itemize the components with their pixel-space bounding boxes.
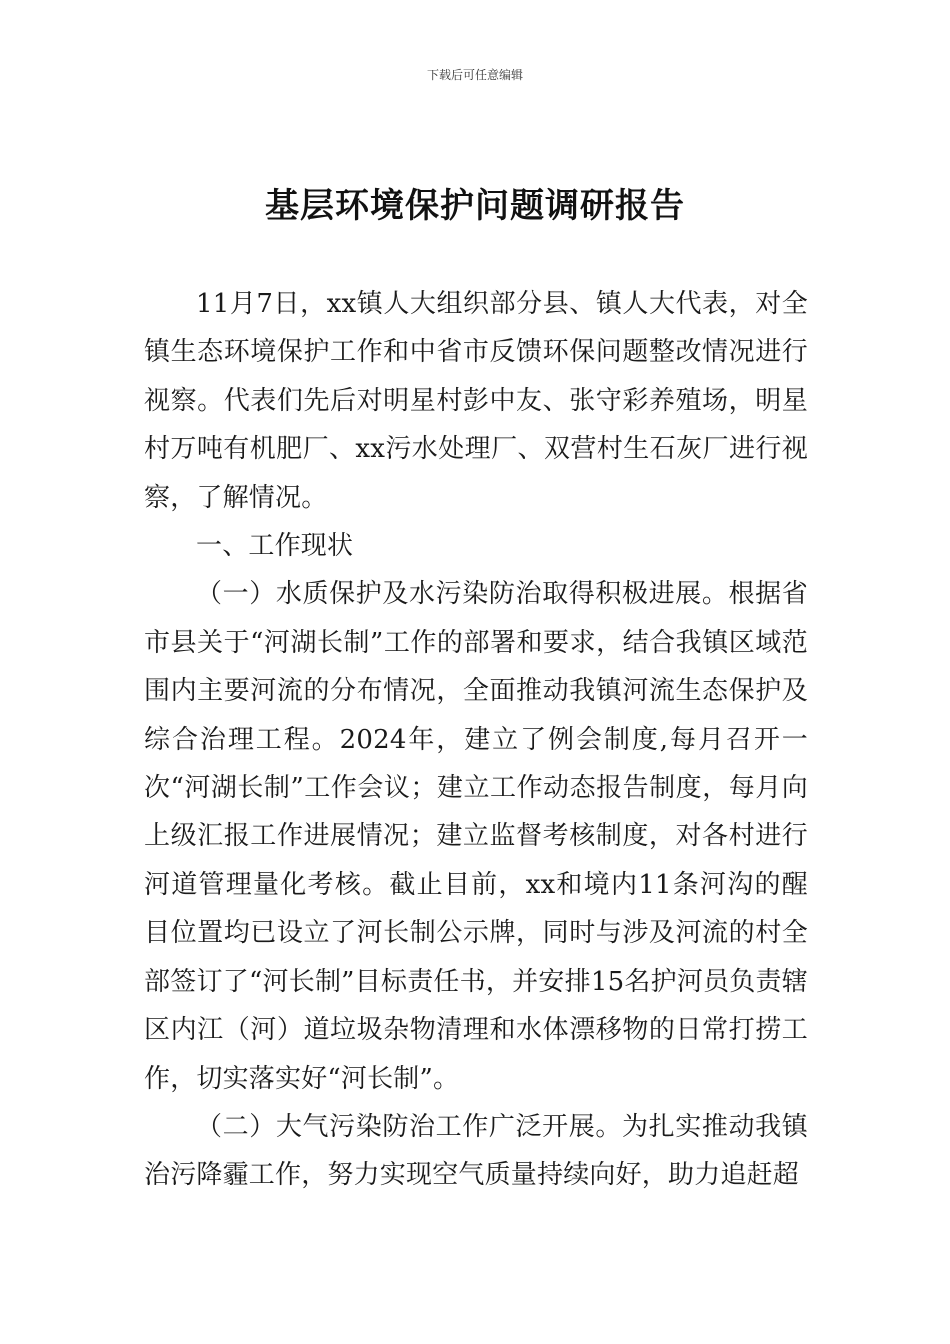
paragraph-intro: 11月7日，xx镇人大组织部分县、镇人大代表，对全镇生态环境保护工作和中省市反馈环保问题整改情况进行视察。代表们先后对明星村彭中友、张守彩养殖场，明星村万吨有机肥厂、xx污水处理厂、双营村生石灰厂进行视察，了解情况。: [144, 289, 808, 513]
paragraph-air-pollution: （二）大气污染防治工作广泛开展。为扎实推动我镇治污降霾工作，努力实现空气质量持续向好，助力追赶超: [144, 1111, 808, 1191]
section-heading-work-status: 一、工作现状: [196, 531, 354, 562]
paragraph-water-protection: （一）水质保护及水污染防治取得积极进展。根据省市县关于“河湖长制”工作的部署和要求，结合我镇区域范围内主要河流的分布情况，全面推动我镇河流生态保护及综合治理工程。2024年，建立了例会制度,每月召开一次“河湖长制”工作会议；建立工作动态报告制度，每月向上级汇报工作进展情况；建立监督考核制度，对各村进行河道管理量化考核。截止目前，xx和境内11条河沟的醒目位置均已设立了河长制公示牌，同时与涉及河流的村全部签订了“河长制”目标责任书，并安排15名护河员负责辖区内江（河）道垃圾杂物清理和水体漂移物的日常打捞工作，切实落实好“河长制”。: [144, 579, 808, 1094]
header-note: 下载后可任意编辑: [426, 68, 523, 82]
document-body: [144, 280, 808, 1200]
document-title: 基层环境保护问题调研报告: [265, 186, 685, 226]
